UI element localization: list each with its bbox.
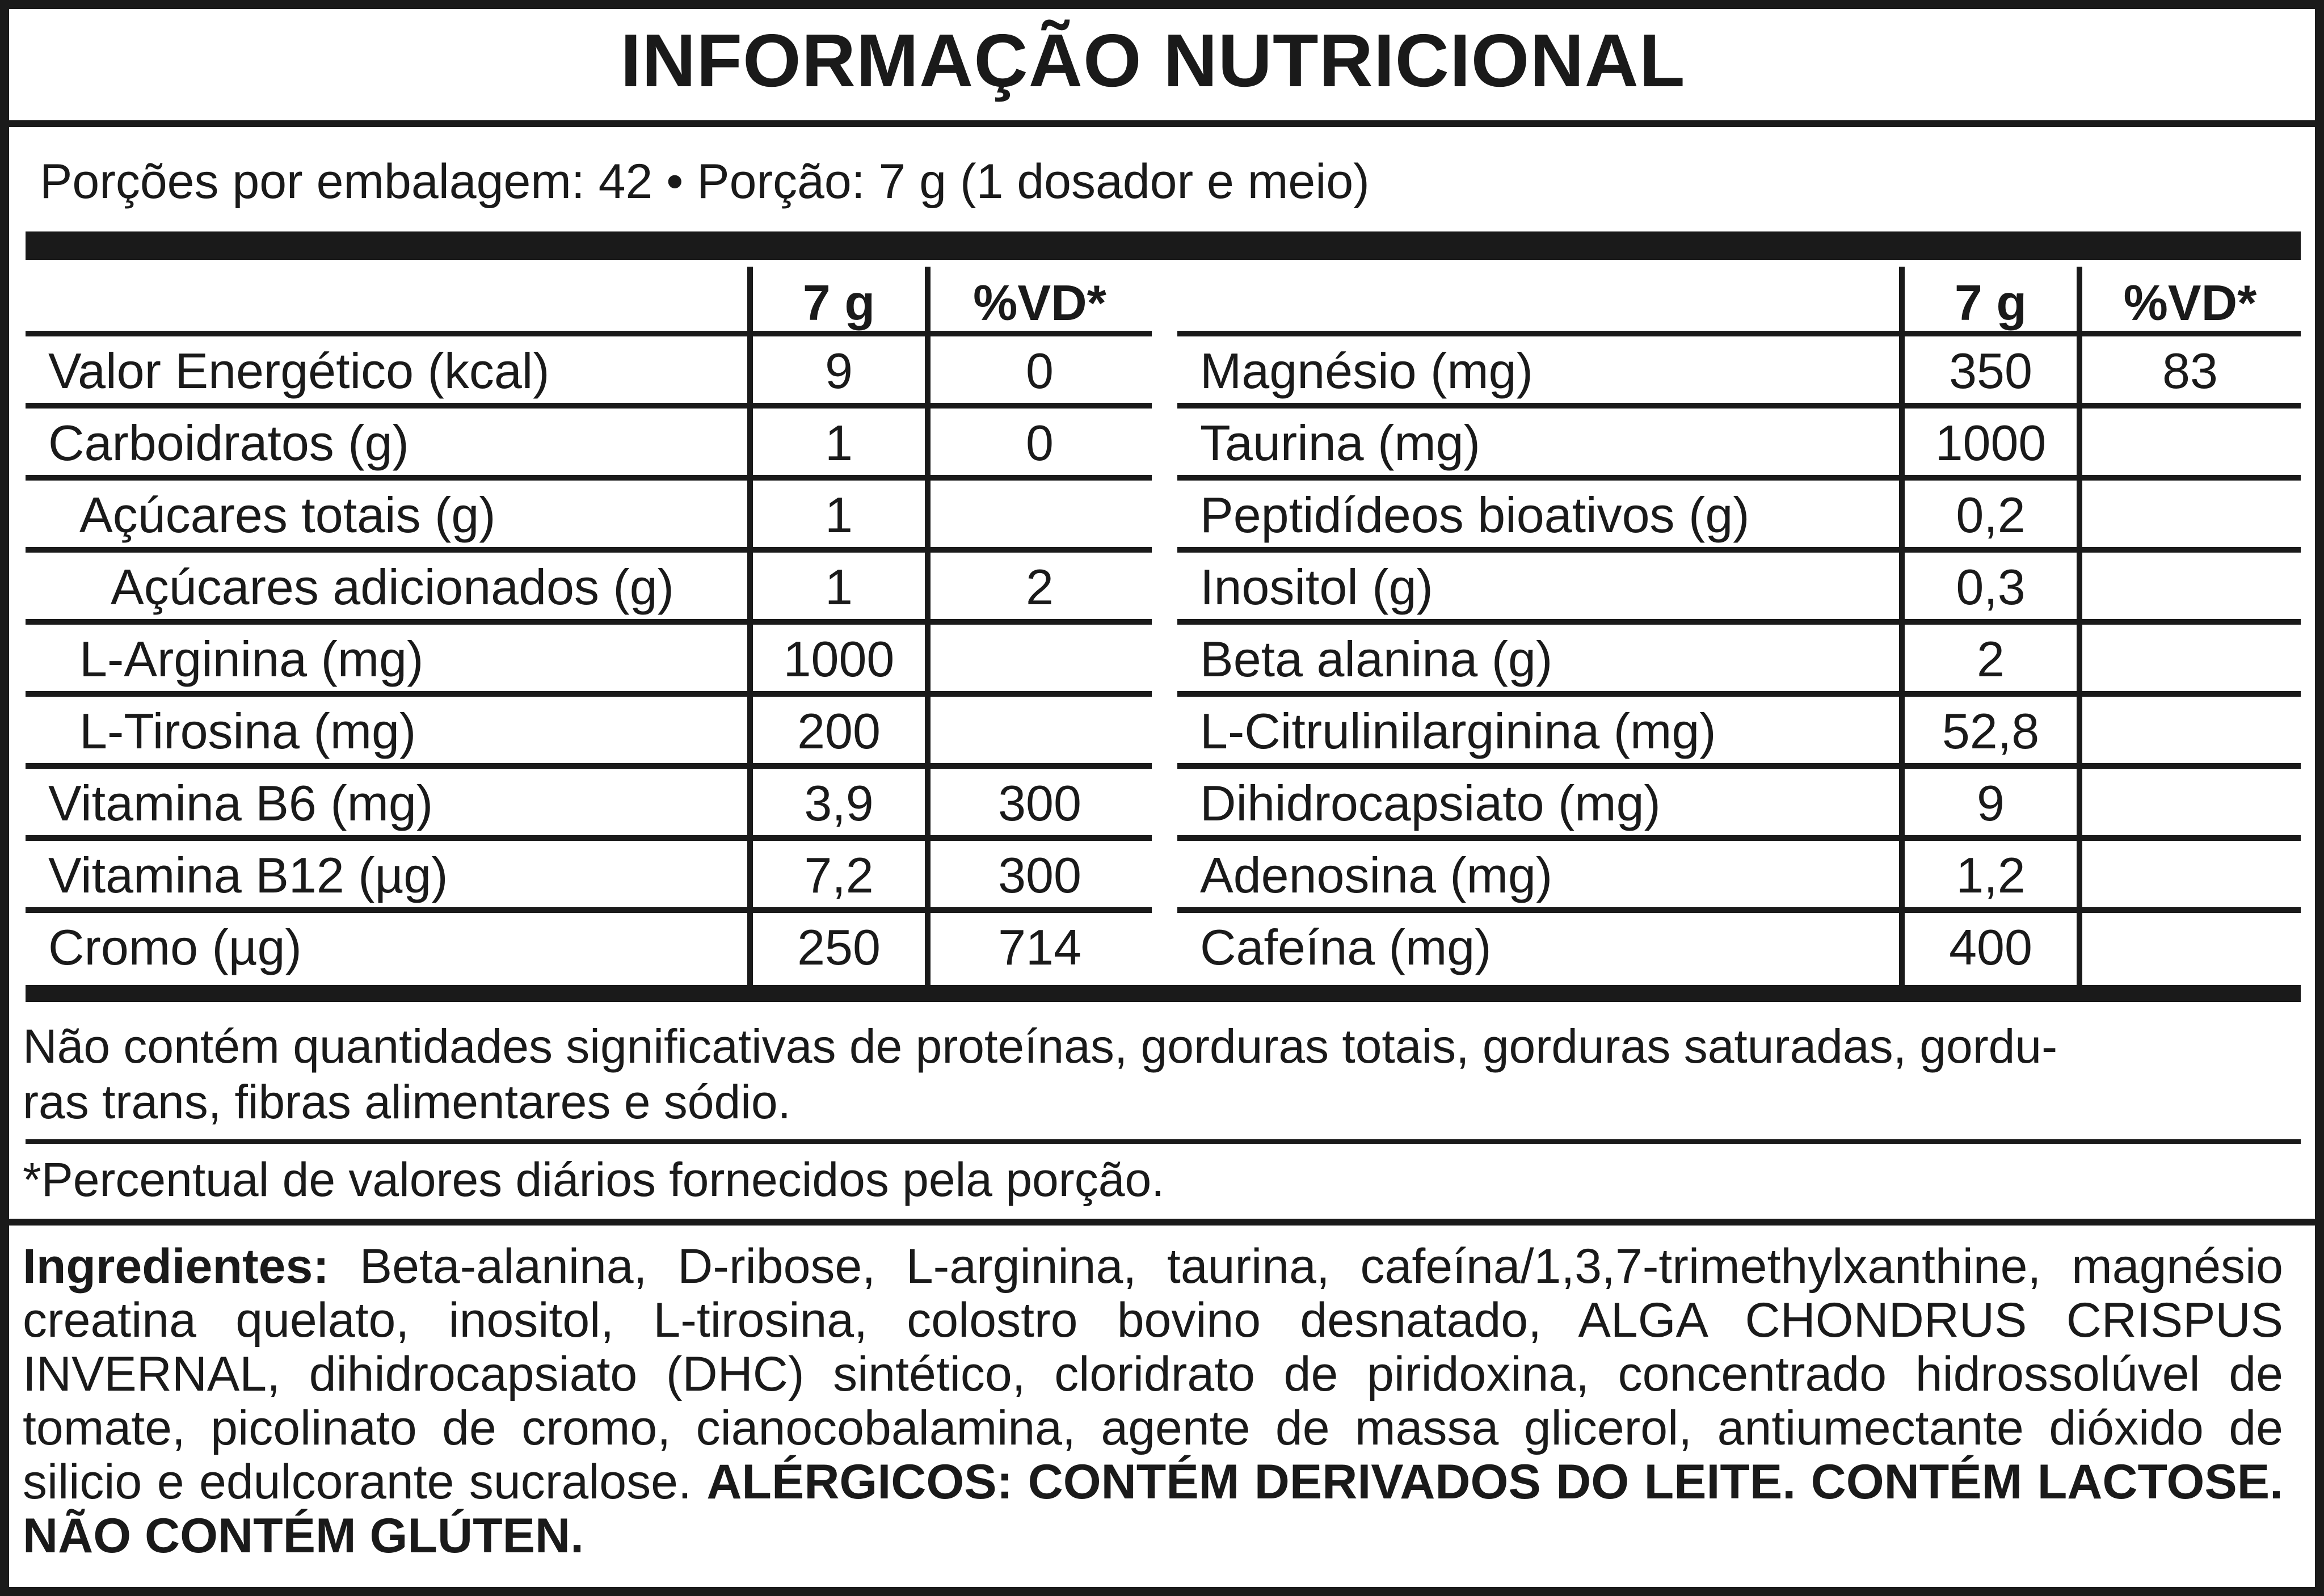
left-row-name: Vitamina B12 (µg) bbox=[48, 847, 448, 903]
left-row-name: Açúcares adicionados (g) bbox=[111, 559, 674, 615]
left-row-name: Carboidratos (g) bbox=[48, 415, 409, 471]
left-row-name: Valor Energético (kcal) bbox=[48, 343, 550, 399]
right-header-line bbox=[1177, 331, 2301, 336]
right-row-name: Peptidídeos bioativos (g) bbox=[1200, 487, 1750, 543]
right-row-amount: 0,3 bbox=[1956, 559, 2026, 615]
right-row-vd: 83 bbox=[2162, 343, 2218, 399]
right-row-amount: 2 bbox=[1977, 631, 2005, 687]
note-divider bbox=[26, 1139, 2301, 1144]
right-row-line bbox=[1177, 475, 2301, 481]
right-row-amount: 1,2 bbox=[1956, 847, 2026, 903]
left-header-line bbox=[26, 331, 1152, 336]
right-row-name: L-Citrulinilarginina (mg) bbox=[1200, 703, 1716, 759]
left-row-vd: 2 bbox=[1026, 559, 1054, 615]
left-row-line bbox=[26, 763, 1152, 769]
left-row-amount: 250 bbox=[797, 919, 881, 975]
note-line-1: Não contém quantidades significativas de proteínas, gorduras totais, gorduras saturadas, gordu- bbox=[23, 1020, 2058, 1073]
ingredients-heading: Ingredientes: bbox=[23, 1239, 329, 1294]
footnote: *Percentual de valores diários fornecidos pela porção. bbox=[23, 1153, 1165, 1206]
portion-line: Porções por embalagem: 42 • Porção: 7 g (1 dosador e meio) bbox=[40, 154, 1370, 209]
left-row-line bbox=[26, 691, 1152, 697]
left-row-vd: 0 bbox=[1026, 415, 1054, 471]
left-row-amount: 1000 bbox=[783, 631, 895, 687]
left-row-amount: 7,2 bbox=[804, 847, 874, 903]
note-line-2: ras trans, fibras alimentares e sódio. bbox=[23, 1075, 791, 1128]
right-row-name: Cafeína (mg) bbox=[1200, 919, 1492, 975]
right-row-line bbox=[1177, 835, 2301, 841]
right-row-amount: 350 bbox=[1949, 343, 2032, 399]
left-row-amount: 3,9 bbox=[804, 775, 874, 831]
right-row-amount: 52,8 bbox=[1942, 703, 2040, 759]
left-row-line bbox=[26, 475, 1152, 481]
right-row-name: Taurina (mg) bbox=[1200, 415, 1480, 471]
right-row-amount: 0,2 bbox=[1956, 487, 2026, 543]
left-row-line bbox=[26, 547, 1152, 553]
left-row-name: L-Tirosina (mg) bbox=[79, 703, 416, 759]
left-row-line bbox=[26, 619, 1152, 625]
left-header-vd: %VD* bbox=[973, 275, 1106, 331]
right-header-vd: %VD* bbox=[2123, 275, 2257, 331]
left-row-line bbox=[26, 907, 1152, 913]
thick-bar-bottom bbox=[26, 985, 2301, 1002]
right-row-name: Beta alanina (g) bbox=[1200, 631, 1553, 687]
thick-bar bbox=[26, 231, 2301, 260]
left-row-line bbox=[26, 403, 1152, 409]
left-row-amount: 9 bbox=[825, 343, 853, 399]
left-row-amount: 1 bbox=[825, 487, 853, 543]
right-row-name: Dihidrocapsiato (mg) bbox=[1200, 775, 1661, 831]
label-title: INFORMAÇÃO NUTRICIONAL bbox=[620, 18, 1686, 102]
right-row-line bbox=[1177, 547, 2301, 553]
left-row-amount: 1 bbox=[825, 415, 853, 471]
allergens-text: ALÉRGICOS: CONTÉM DERIVADOS DO LEITE. CONTÉM LACTOSE. NÃO CONTÉM GLÚTEN. bbox=[23, 1455, 2283, 1563]
left-row-name: Açúcares totais (g) bbox=[79, 487, 496, 543]
right-row-name: Inositol (g) bbox=[1200, 559, 1433, 615]
left-row-vd: 300 bbox=[998, 847, 1081, 903]
right-row-line bbox=[1177, 619, 2301, 625]
left-row-vd: 714 bbox=[998, 919, 1081, 975]
right-row-line bbox=[1177, 907, 2301, 913]
right-row-amount: 400 bbox=[1949, 919, 2032, 975]
left-row-vd: 0 bbox=[1026, 343, 1054, 399]
right-row-amount: 9 bbox=[1977, 775, 2005, 831]
right-row-name: Magnésio (mg) bbox=[1200, 343, 1533, 399]
right-row-line bbox=[1177, 691, 2301, 697]
ingredients-block bbox=[23, 1240, 2283, 1563]
right-row-amount: 1000 bbox=[1935, 415, 2047, 471]
right-header-amount: 7 g bbox=[1954, 275, 2027, 331]
right-row-name: Adenosina (mg) bbox=[1200, 847, 1553, 903]
right-row-line bbox=[1177, 403, 2301, 409]
title-divider bbox=[9, 120, 2315, 127]
left-row-name: Cromo (µg) bbox=[48, 919, 302, 975]
left-row-amount: 200 bbox=[797, 703, 881, 759]
left-row-name: Vitamina B6 (mg) bbox=[48, 775, 433, 831]
ingredients-text: Beta-alanina, D-ribose, L-arginina, taurina, cafeína/1,3,7-trimethylxanthine, magnésio creatina quelato, inositol, L-tirosina, colostro bovino desnatado, ALGA CHONDRUS CRISPUS INVERNAL, dihidrocapsiato (DHC) sintético, cloridrato de piridoxina, concentrado hidrossolúvel de tomate, picolinato de cromo, cianocobalamina, agente de massa glicerol, antiumectante dióxido de silicio e edulcorante sucralose. bbox=[23, 1239, 2283, 1509]
left-row-line bbox=[26, 835, 1152, 841]
left-row-amount: 1 bbox=[825, 559, 853, 615]
ingredients-divider bbox=[9, 1219, 2315, 1226]
left-row-name: L-Arginina (mg) bbox=[79, 631, 424, 687]
left-row-vd: 300 bbox=[998, 775, 1081, 831]
right-row-line bbox=[1177, 763, 2301, 769]
left-header-amount: 7 g bbox=[802, 275, 875, 331]
